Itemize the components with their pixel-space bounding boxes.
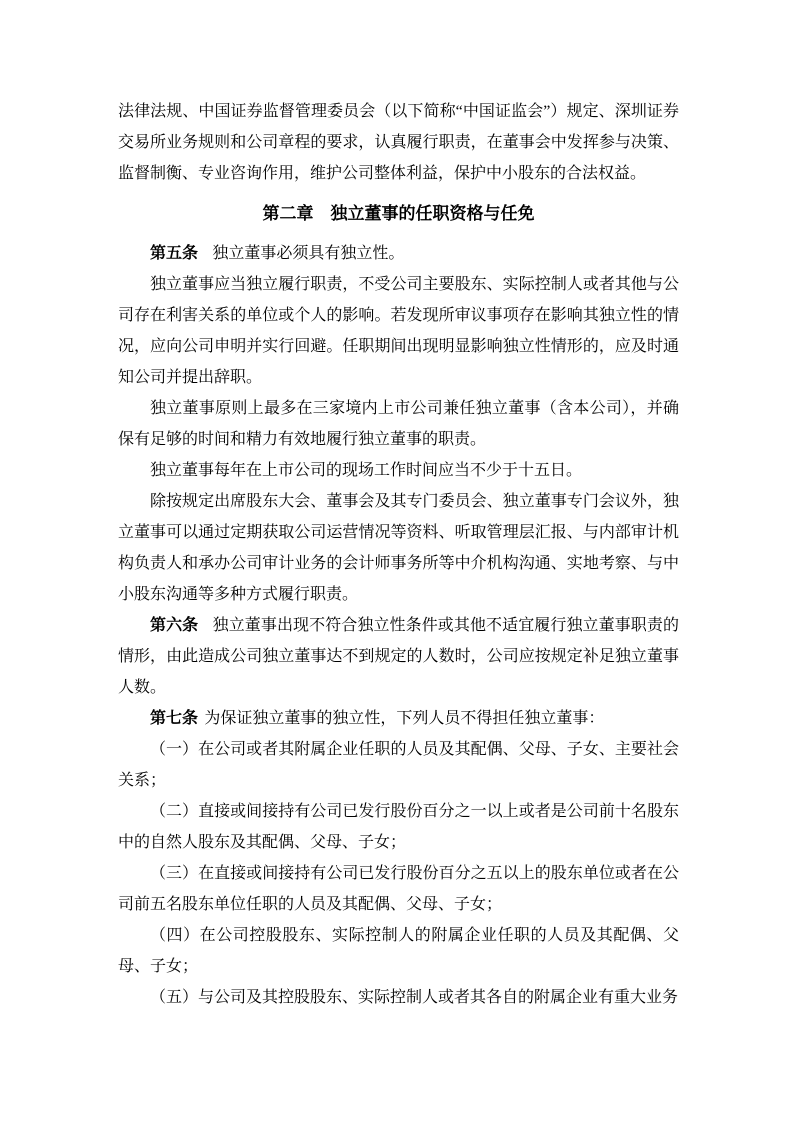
article-6-text: 独立董事出现不符合独立性条件或其他不适宜履行独立董事职责的情形，由此造成公司独立董事达不到规定的人数时，公司应按规定补足独立董事人数。 [118, 617, 679, 696]
list-item-1: （一）在公司或者其附属企业任职的人员及其配偶、父母、子女、主要社会关系； [118, 741, 679, 789]
list-item-4: （四）在公司控股股东、实际控制人的附属企业任职的人员及其配偶、父母、子女； [118, 927, 679, 975]
article-5-onsite-time-paragraph: 独立董事每年在上市公司的现场工作时间应当不少于十五日。 [150, 462, 583, 479]
article-5-text: 独立董事必须具有独立性。 [212, 245, 405, 262]
list-item-5: （五）与公司及其控股股东、实际控制人或者其各自的附属企业有重大业务 [150, 989, 679, 1006]
article-5-duty-methods-paragraph: 除按规定出席股东大会、董事会及其专门委员会、独立董事专门会议外，独立董事可以通过定期获取公司运营情况等资料、听取管理层汇报、与内部审计机构负责人和承办公司审计业务的会计师事务所等中介机构沟通、实地考察、与中小股东沟通等多种方式履行职责。 [118, 493, 679, 603]
article-5-label: 第五条 [150, 245, 199, 262]
list-item-2: （二）直接或间接持有公司已发行股份百分之一以上或者是公司前十名股东中的自然人股东及其配偶、父母、子女； [118, 803, 679, 851]
article-6-paragraph [118, 610, 679, 703]
article-7-text: 为保证独立董事的独立性，下列人员不得担任独立董事： [204, 710, 605, 727]
paragraph-continuation: 法律法规、中国证券监督管理委员会（以下简称“中国证监会”）规定、深圳证券交易所业务规则和公司章程的要求，认真履行职责，在董事会中发挥参与决策、监督制衡、专业咨询作用，维护公司整体利益，保护中小股东的合法权益。 [118, 103, 679, 182]
article-6-label: 第六条 [150, 617, 199, 634]
article-5-paragraph [118, 238, 679, 269]
article-5-concurrent-posts-paragraph: 独立董事原则上最多在三家境内上市公司兼任独立董事（含本公司），并确保有足够的时间和精力有效地履行独立董事的职责。 [118, 400, 679, 448]
article-5-independence-paragraph: 独立董事应当独立履行职责，不受公司主要股东、实际控制人或者其他与公司存在利害关系的单位或个人的影响。若发现所审议事项存在影响其独立性的情况，应向公司申明并实行回避。任职期间出现明显影响独立性情形的，应及时通知公司并提出辞职。 [118, 276, 679, 386]
article-7-label: 第七条 [150, 710, 199, 727]
article-7-paragraph [118, 703, 679, 734]
chapter-heading: 第二章 独立董事的任职资格与任免 [262, 204, 535, 223]
list-item-3: （三）在直接或间接持有公司已发行股份百分之五以上的股东单位或者在公司前五名股东单位任职的人员及其配偶、父母、子女； [118, 865, 679, 913]
